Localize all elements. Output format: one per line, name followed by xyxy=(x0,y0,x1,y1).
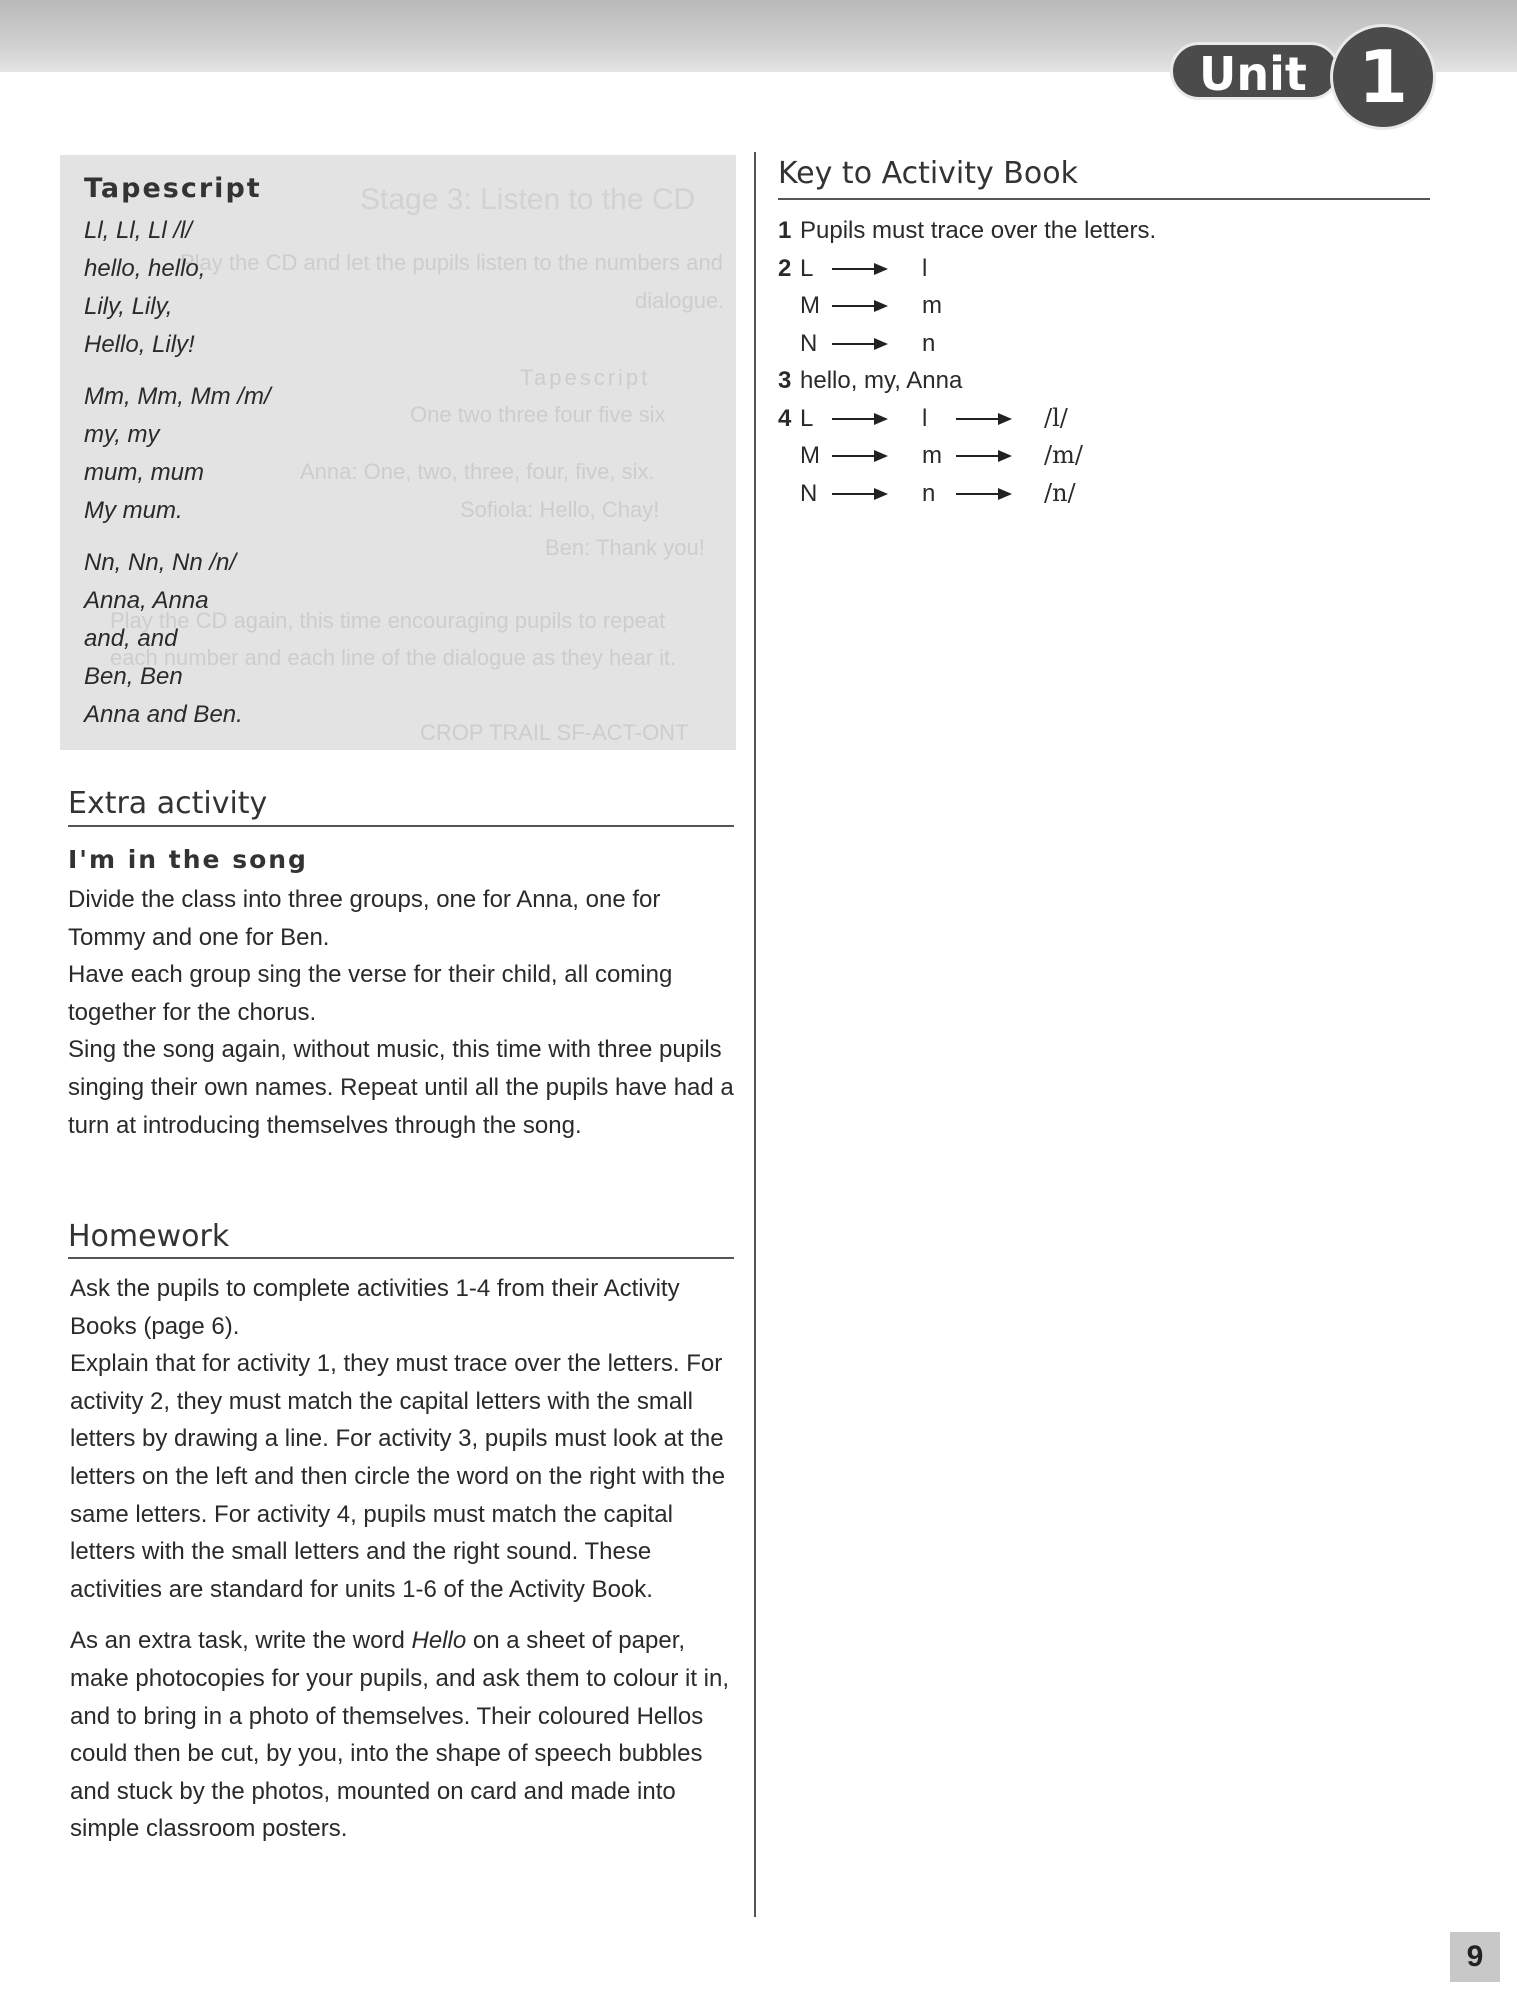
sound: /l/ xyxy=(1044,403,1068,432)
extra-activity-text xyxy=(68,881,740,1144)
tapescript-line: and, and xyxy=(84,625,178,652)
ghost-line: Sofiola: Hello, Chay! xyxy=(460,497,660,522)
homework-paragraph: Ask the pupils to complete activities 1-4 from their Activity Books (page 6). xyxy=(70,1275,680,1340)
sound: /n/ xyxy=(1044,478,1076,507)
ghost-line: Play the CD and let the pupils listen to the numbers and xyxy=(180,250,723,275)
capital-letter: L xyxy=(800,254,814,282)
ghost-line: One two three four five six xyxy=(410,402,666,427)
key-heading: Key to Activity Book xyxy=(778,156,1078,191)
arrow-icon xyxy=(832,455,886,457)
unit-label-badge: Unit xyxy=(1170,42,1340,100)
key-item-2-row xyxy=(778,250,1378,288)
homework-heading: Homework xyxy=(68,1219,230,1254)
key-item-1 xyxy=(778,212,1378,250)
ghost-line: CROP TRAIL SF-ACT-ONT xyxy=(420,720,689,745)
small-letter: m xyxy=(922,292,942,319)
arrow-icon xyxy=(832,418,886,420)
key-item-2-row xyxy=(778,325,1378,363)
key-item-2-row xyxy=(778,287,1378,325)
key-item-4-row xyxy=(778,400,1378,438)
ghost-line: Ben: Thank you! xyxy=(545,535,705,560)
arrow-icon xyxy=(832,493,886,495)
key-item-number: 3 xyxy=(778,367,792,394)
extra-task-hello-word: Hello xyxy=(411,1627,467,1655)
small-letter: m xyxy=(922,442,942,469)
capital-letter: N xyxy=(800,479,818,507)
column-divider xyxy=(754,152,756,1917)
arrow-icon xyxy=(956,418,1010,420)
key-item-number: 4 xyxy=(778,404,792,432)
sound: /m/ xyxy=(1044,441,1083,469)
capital-letter: M xyxy=(800,292,820,319)
tapescript-lines xyxy=(84,212,684,748)
arrow-icon xyxy=(832,343,886,345)
unit-number-badge: 1 xyxy=(1330,24,1436,130)
ghost-line: Play the CD again, this time encouraging pupils to repeat xyxy=(110,608,666,633)
tapescript-stanza-l xyxy=(84,212,684,364)
key-list xyxy=(778,212,1378,512)
tapescript-line: Nn, Nn, Nn /n/ xyxy=(84,549,237,576)
capital-letter: N xyxy=(800,329,818,357)
extra-activity-subheading: I'm in the song xyxy=(68,845,308,874)
extra-task-text-end: on a sheet of paper, make photocopies for your pupils, and ask them to colour it in, and to bring in a photo of themselves. Their coloured Hellos could then be cut, by you, into the shape of speech bubbles and stuck by the photos, mounted on card and made into simple classroom posters. xyxy=(70,1627,730,1843)
tapescript-line: my, my xyxy=(84,421,160,448)
small-letter: n xyxy=(922,329,936,357)
tapescript-line: Anna, Anna xyxy=(84,587,209,614)
small-letter: n xyxy=(922,479,936,507)
homework-extra-task xyxy=(70,1622,742,1848)
tapescript-line: mum, mum xyxy=(84,459,204,486)
tapescript-line: Ll, Ll, Ll /l/ xyxy=(84,217,193,244)
ghost-line: Tapescript xyxy=(520,365,651,390)
tapescript-line: hello, hello, xyxy=(84,255,206,282)
key-rule xyxy=(778,198,1430,200)
tapescript-line: My mum. xyxy=(84,497,183,524)
extra-task-text-start: As an extra task, write the word xyxy=(70,1627,412,1655)
key-item-number: 2 xyxy=(778,254,792,282)
ghost-line: dialogue. xyxy=(635,288,725,313)
ghost-line: each number and each line of the dialogue as they hear it. xyxy=(110,645,677,670)
key-item-number: 1 xyxy=(778,217,792,244)
small-letter: l xyxy=(922,254,928,282)
arrow-icon xyxy=(956,455,1010,457)
extra-activity-rule xyxy=(68,825,734,827)
key-item-4-row xyxy=(778,437,1378,475)
arrow-icon xyxy=(832,268,886,270)
arrow-icon xyxy=(956,493,1010,495)
tapescript-line: Ben, Ben xyxy=(84,663,183,690)
tapescript-box xyxy=(60,155,736,750)
extra-activity-paragraph: Divide the class into three groups, one for Anna, one for Tommy and one for Ben. xyxy=(68,886,661,951)
key-item-text: Pupils must trace over the letters. xyxy=(800,217,1157,244)
tapescript-line: Hello, Lily! xyxy=(84,331,195,358)
tapescript-stanza-m xyxy=(84,378,684,530)
capital-letter: L xyxy=(800,404,814,432)
extra-activity-heading: Extra activity xyxy=(68,786,268,821)
ghost-line: Anna: One, two, three, four, five, six. xyxy=(300,459,655,484)
tapescript-line: Mm, Mm, Mm /m/ xyxy=(84,383,271,410)
key-item-4-row xyxy=(778,475,1378,513)
extra-activity-paragraph: Have each group sing the verse for their child, all coming together for the chorus. xyxy=(68,961,673,1026)
capital-letter: M xyxy=(800,442,820,469)
homework-text xyxy=(70,1270,742,1848)
ghost-line: Stage 3: Listen to the CD xyxy=(360,183,696,216)
extra-activity-paragraph: Sing the song again, without music, this time with three pupils singing their own names. Repeat until all the pupils have had a turn at introducing themselves through the song. xyxy=(68,1036,734,1139)
page-number: 9 xyxy=(1450,1932,1500,1982)
small-letter: l xyxy=(922,404,928,432)
homework-rule xyxy=(68,1257,734,1259)
arrow-icon xyxy=(832,305,886,307)
tapescript-title: Tapescript xyxy=(84,173,262,204)
key-item-3 xyxy=(778,362,1378,400)
tapescript-stanza-n xyxy=(84,544,684,734)
homework-paragraph: Explain that for activity 1, they must trace over the letters. For activity 2, they must match the capital letters with the small letters by drawing a line. For activity 3, pupils must look at the letters on the left and then circle the word on the right with the same letters. For activity 4, pupils must match the capital letters with the small letters and the right sound. These activities are standard for units 1-6 of the Activity Book. xyxy=(70,1350,726,1603)
tapescript-line: Anna and Ben. xyxy=(84,701,243,728)
tapescript-line: Lily, Lily, xyxy=(84,293,173,320)
key-item-text: hello, my, Anna xyxy=(800,367,963,394)
